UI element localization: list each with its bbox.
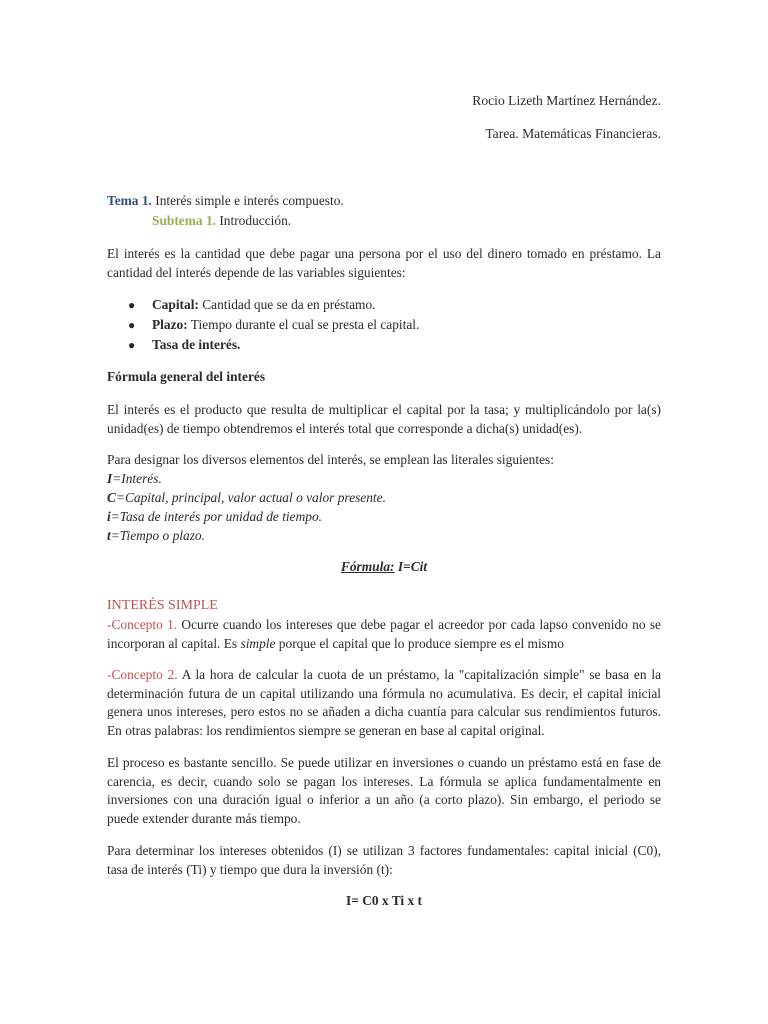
designate-intro: Para designar los diversos elementos del interés, se emplean las literales siguientes: [107, 452, 554, 467]
subtopic-heading [107, 212, 661, 231]
designate-item [107, 508, 661, 527]
concepto-2 [107, 666, 661, 740]
topic-heading [107, 192, 661, 211]
formula-paragraph: El interés es el producto que resulta de multiplicar el capital por la tasa; y multiplicándolo por la(s) unidad(es) de tiempo obtendremos el interés total que corresponde a dicha(s) unidad(es). [107, 402, 661, 436]
bullet-label: Tasa de interés. [152, 337, 241, 352]
formula-value: I=Cit [394, 559, 428, 574]
bullet-icon: ● [128, 298, 136, 312]
concepto-1-italic: simple [240, 635, 276, 651]
letter: i [107, 509, 111, 524]
definition: =Interés. [112, 471, 162, 486]
bullet-icon: ● [128, 318, 136, 332]
letter: C [107, 490, 116, 505]
section-heading: INTERÉS SIMPLE [107, 598, 218, 613]
bullet-label: Capital: [152, 297, 199, 312]
concepto-1-rest: porque el capital que lo produce siempre es el mismo [275, 635, 565, 651]
subtema-label: Subtema 1. [152, 213, 216, 228]
concepto-2-label: -Concepto 2. [107, 667, 178, 682]
list-item [107, 295, 661, 315]
bullet-text: Cantidad que se da en préstamo. [198, 297, 376, 312]
formula-heading: Fórmula general del interés [107, 369, 266, 384]
designate-item [107, 527, 661, 546]
bullet-text: Tiempo durante el cual se presta el capital. [187, 317, 420, 332]
concepto-1-label: -Concepto 1. [107, 617, 178, 632]
concepto-1-text: Ocurre cuando los intereses que debe pagar el acreedor por cada lapso convenido no se incorporan al capital. Es [107, 617, 661, 651]
variables-list [107, 295, 661, 355]
list-item [107, 315, 661, 335]
author-name: Rocio Lizeth Martínez Hernández. [472, 93, 661, 108]
designate-item [107, 470, 661, 489]
concepto-1 [107, 616, 661, 653]
concepto-2-text: A la hora de calcular la cuota de un préstamo, la "capitalización simple" se basa en la determinación futura de un capital utilizando una fórmula no acumulativa. Es decir, el capital inicial genera unos intereses, pero estos no se añaden a dicha cuantía para calcular sus rendimientos futuros. En otras palabras: los rendimientos siempre se generan en base al capital original. [107, 667, 662, 738]
definition: =Tiempo o plazo. [110, 528, 205, 543]
bullet-icon: ● [128, 338, 136, 352]
bullet-label: Plazo: [152, 317, 188, 332]
designate-item [107, 489, 661, 508]
assignment-title: Tarea. Matemáticas Financieras. [485, 126, 661, 141]
formula-label: Fórmula: [340, 559, 395, 574]
process-paragraph: El proceso es bastante sencillo. Se puede utilizar en inversiones o cuando un préstamo está en fase de carencia, es decir, cuando solo se pagan los intereses. La fórmula se aplica fundamentalmente en inversiones con una duración igual o inferior a un año (a corto plazo). Sin embargo, el periodo se puede extender durante más tiempo. [107, 755, 661, 826]
formula-line [107, 558, 661, 577]
definition: =Tasa de interés por unidad de tiempo. [110, 509, 322, 524]
letter: I [107, 471, 113, 486]
final-formula: I= C0 x Ti x t [346, 893, 422, 908]
subtema-text: Introducción. [216, 213, 292, 228]
letter: t [107, 528, 111, 543]
factors-paragraph: Para determinar los intereses obtenidos (I) se utilizan 3 factores fundamentales: capital inicial (C0), tasa de interés (Ti) y tiempo que dura la inversión (t): [107, 843, 661, 877]
tema-label: Tema 1. [107, 193, 152, 208]
list-item [107, 335, 661, 355]
tema-text: Interés simple e interés compuesto. [151, 193, 344, 208]
intro-paragraph: El interés es la cantidad que debe pagar una persona por el uso del dinero tomado en préstamo. La cantidad del interés depende de las variables siguientes: [107, 246, 661, 280]
definition: =Capital, principal, valor actual o valor presente. [115, 490, 386, 505]
